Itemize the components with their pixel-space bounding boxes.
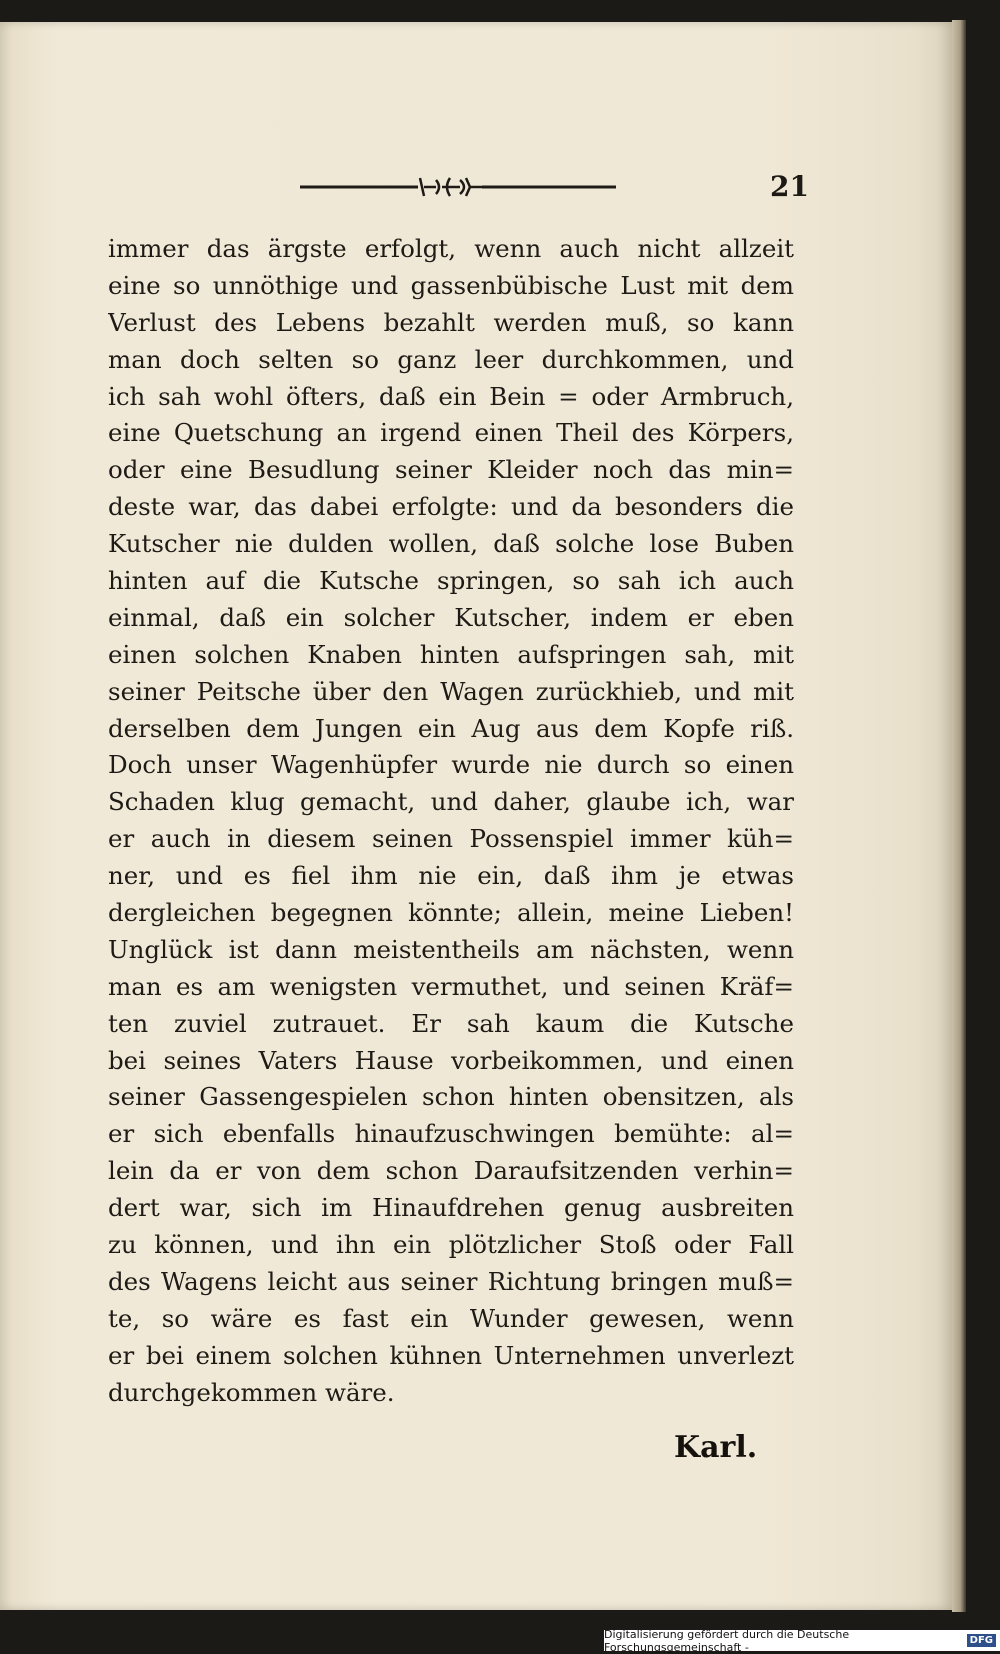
text-line: Unglück ist dann meistentheils am nächsten, wenn <box>108 934 794 964</box>
dfg-logo: DFG <box>967 1634 996 1647</box>
text-line: man doch selten so ganz leer durchkommen, und <box>108 344 794 374</box>
text-line: einen solchen Knaben hinten aufspringen sah, mit <box>108 639 794 669</box>
digitization-credit <box>604 1627 1000 1654</box>
text-line: lein da er von dem schon Daraufsitzenden verhin= <box>108 1156 794 1186</box>
text-line: dert war, sich im Hinaufdrehen genug ausbreiten <box>108 1193 794 1223</box>
text-line: man es am wenigsten vermuthet, und seinen Kräf= <box>108 971 794 1001</box>
text-line: oder eine Besudlung seiner Kleider noch das min= <box>108 455 794 485</box>
text-line: dergleichen begegnen könnte; allein, meine Lieben! <box>108 898 794 928</box>
text-line: er bei einem solchen kühnen Unternehmen unverlezt <box>108 1340 794 1370</box>
text-line: ich sah wohl öfters, daß ein Bein = oder Armbruch, <box>108 381 794 411</box>
text-line: Kutscher nie dulden wollen, daß solche lose Buben <box>108 529 794 559</box>
text-line: Verlust des Lebens bezahlt werden muß, so kann <box>108 307 794 337</box>
text-line: Schaden klug gemacht, und daher, glaube ich, war <box>108 787 794 817</box>
book-page <box>0 22 952 1610</box>
text-line: einmal, daß ein solcher Kutscher, indem er eben <box>108 602 794 632</box>
text-line: ten zuviel zutrauet. Er sah kaum die Kutsche <box>108 1008 794 1038</box>
text-line: deste war, das dabei erfolgte: und da besonders die <box>108 492 794 522</box>
body-text <box>108 231 794 1412</box>
text-line: Doch unser Wagenhüpfer wurde nie durch so einen <box>108 750 794 780</box>
text-line: bei seines Vaters Hause vorbeikommen, und einen <box>108 1045 794 1075</box>
text-line: durchgekommen wäre. <box>108 1377 395 1407</box>
text-line: derselben dem Jungen ein Aug aus dem Kopfe riß. <box>108 713 794 743</box>
signature: Karl. <box>674 1430 758 1465</box>
text-line: eine so unnöthige und gassenbübische Lust mit dem <box>108 270 794 300</box>
text-line: seiner Gassengespielen schon hinten obensitzen, als <box>108 1082 794 1112</box>
text-line: immer das ärgste erfolgt, wenn auch nicht allzeit <box>108 234 794 263</box>
text-line: ner, und es fiel ihm nie ein, daß ihm je etwas <box>108 861 794 891</box>
text-line: hinten auf die Kutsche springen, so sah ich auch <box>108 566 794 596</box>
page-header <box>0 170 952 210</box>
text-line: er auch in diesem seinen Possenspiel immer küh= <box>108 824 794 854</box>
text-line: er sich ebenfalls hinaufzuschwingen bemühte: al= <box>108 1119 794 1149</box>
text-line: zu können, und ihn ein plötzlicher Stoß oder Fall <box>108 1230 794 1260</box>
text-line: des Wagens leicht aus seiner Richtung bringen muß= <box>108 1266 794 1296</box>
ornament-divider <box>300 170 620 204</box>
text-line: seiner Peitsche über den Wagen zurückhieb, und mit <box>108 676 794 706</box>
text-line: te, so wäre es fast ein Wunder gewesen, wenn <box>108 1303 794 1333</box>
page-number: 21 <box>770 170 809 203</box>
text-line: eine Quetschung an irgend einen Theil des Körpers, <box>108 418 794 448</box>
page-edge <box>952 20 966 1612</box>
credit-text: Digitalisierung gefördert durch die Deutsche Forschungsgemeinschaft - <box>604 1627 850 1654</box>
